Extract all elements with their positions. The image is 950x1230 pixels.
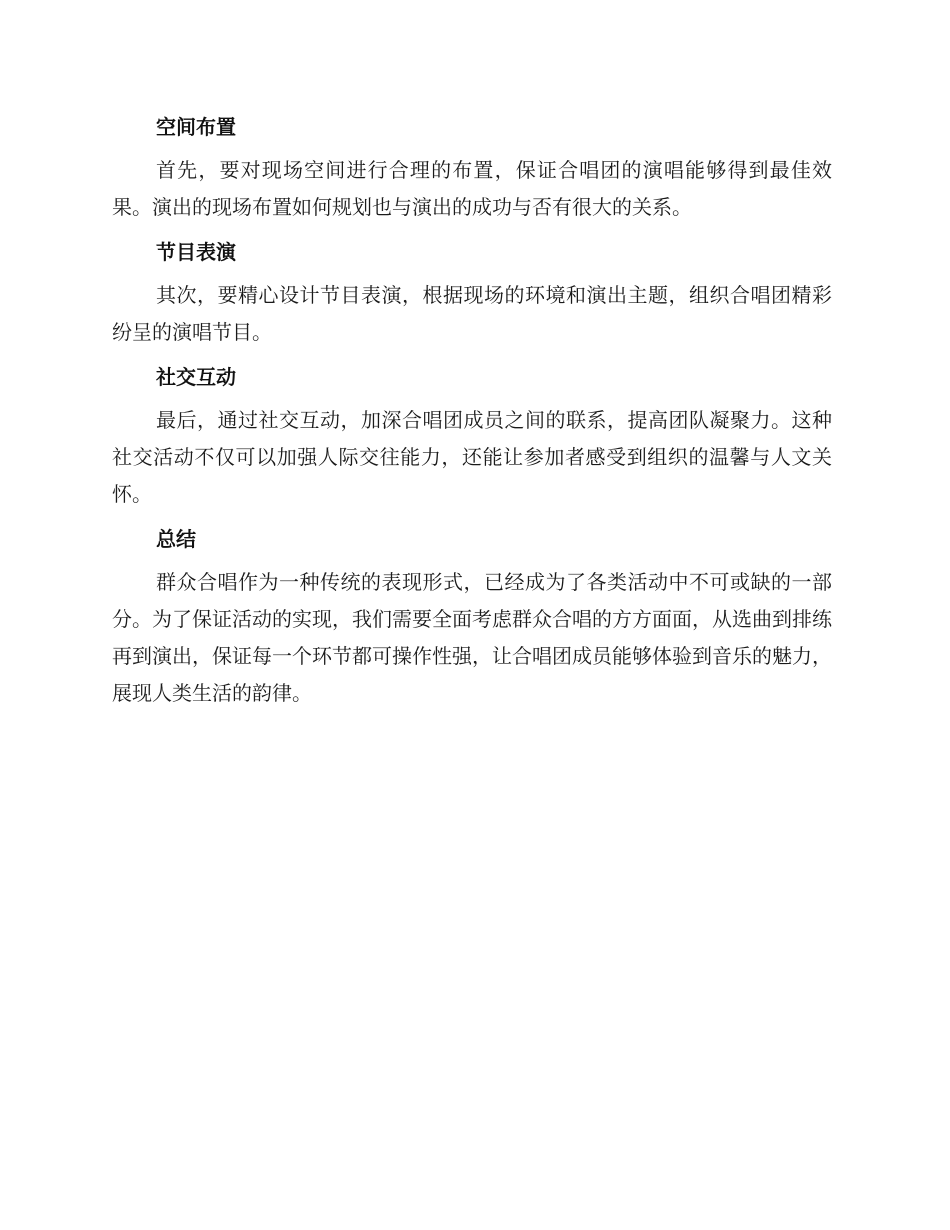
section-summary bbox=[112, 520, 832, 712]
section-social-interaction bbox=[112, 358, 832, 513]
section-paragraph: 其次，要精心设计节目表演，根据现场的环境和演出主题，组织合唱团精彩纷呈的演唱节目。 bbox=[112, 283, 832, 344]
section-heading: 社交互动 bbox=[156, 365, 236, 389]
section-paragraph: 群众合唱作为一种传统的表现形式，已经成为了各类活动中不可或缺的一部分。为了保证活动的实现，我们需要全面考虑群众合唱的方方面面，从选曲到排练再到演出，保证每一个环节都可操作性强，让合唱团成员能够体验到音乐的魅力，展现人类生活的韵律。 bbox=[112, 570, 832, 705]
document-page bbox=[112, 108, 832, 719]
section-heading: 总结 bbox=[156, 527, 196, 551]
section-heading: 节目表演 bbox=[156, 240, 236, 264]
section-program-performance bbox=[112, 233, 832, 351]
section-space-layout bbox=[112, 108, 832, 226]
section-paragraph: 首先，要对现场空间进行合理的布置，保证合唱团的演唱能够得到最佳效果。演出的现场布置如何规划也与演出的成功与否有很大的关系。 bbox=[112, 158, 832, 219]
section-paragraph: 最后，通过社交互动，加深合唱团成员之间的联系，提高团队凝聚力。这种社交活动不仅可以加强人际交往能力，还能让参加者感受到组织的温馨与人文关怀。 bbox=[112, 408, 832, 506]
section-heading: 空间布置 bbox=[156, 115, 236, 139]
